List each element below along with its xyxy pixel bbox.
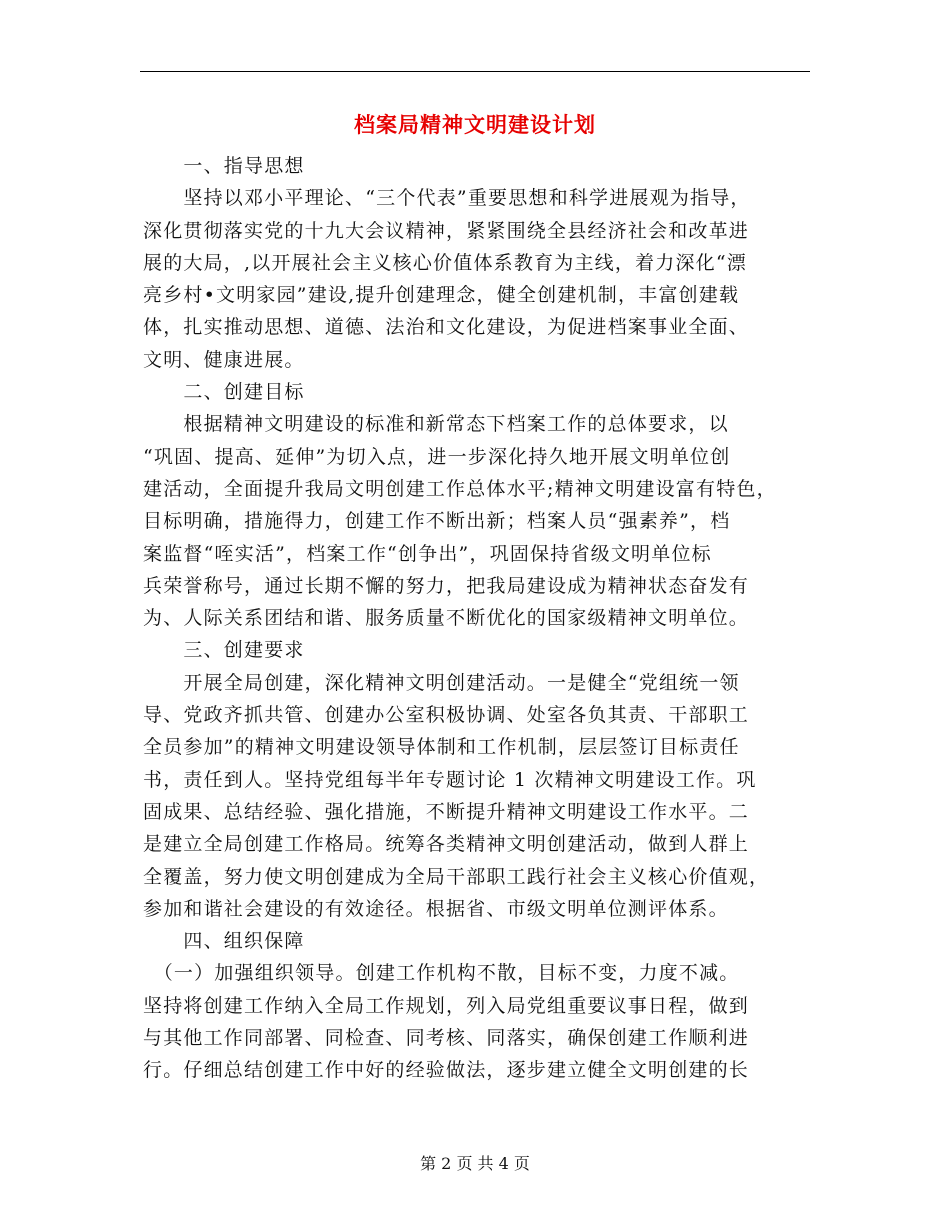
document-title: 档案局精神文明建设计划 — [354, 113, 596, 137]
text-line: 三、创建要求 — [143, 639, 305, 662]
text-line: 开展全局创建，深化精神文明创建活动。一是健全“党组统一领 — [143, 671, 740, 694]
text-line: 全员参加”的精神文明建设领导体制和工作机制，层层签订目标责任 — [143, 736, 740, 759]
page-number-label: 第 2 页 共 4 页 — [420, 1154, 530, 1173]
text-line: 目标明确，措施得力，创建工作不断出新；档案人员“强素养”，档 — [143, 510, 731, 533]
text-line: 参加和谐社会建设的有效途径。根据省、市级文明单位测评体系。 — [143, 897, 729, 920]
text-line: 与其他工作同部署、同检查、同考核、同落实，确保创建工作顺利进 — [143, 1027, 750, 1050]
text-line: 亮乡村•文明家园”建设,提升创建理念，健全创建机制，丰富创建载 — [143, 284, 740, 307]
text-line: （一）加强组织领导。创建工作机构不散，目标不变，力度不减。 — [143, 962, 740, 985]
text-line: 兵荣誉称号，通过长期不懈的努力，把我局建设成为精神状态奋发有 — [143, 574, 750, 597]
text-line: 文明、健康进展。 — [143, 348, 305, 371]
text-line: 坚持以邓小平理论、“三个代表”重要思想和科学进展观为指导， — [143, 187, 751, 210]
text-line: 深化贯彻落实党的十九大会议精神，紧紧围绕全县经济社会和改革进 — [143, 219, 750, 242]
text-line: 案监督“咥实活”，档案工作“创争出”，巩固保持省级文明单位标 — [143, 542, 712, 565]
text-line: 根据精神文明建设的标准和新常态下档案工作的总体要求，以 — [143, 413, 729, 436]
text-line: 导、党政齐抓共管、创建办公室积极协调、处室各负其责、干部职工 — [143, 704, 750, 727]
text-line: 展的大局，,以开展社会主义核心价值体系教育为主线，着力深化“漂 — [143, 251, 747, 274]
text-line: 一、指导思想 — [143, 155, 305, 177]
text-line: 书，责任到人。坚持党组每半年专题讨论 1 次精神文明建设工作。巩 — [143, 768, 757, 791]
page-footer — [0, 1153, 950, 1175]
text-line: 二、创建目标 — [143, 381, 305, 404]
text-line: 四、组织保障 — [143, 930, 305, 953]
text-line: 是建立全局创建工作格局。统筹各类精神文明创建活动，做到人群上 — [143, 833, 750, 856]
text-line: 体，扎实推动思想、道德、法治和文化建设，为促进档案事业全面、 — [143, 316, 750, 339]
document-body — [143, 150, 813, 1087]
header-rule — [140, 71, 810, 72]
text-line: 全覆盖，努力使文明创建成为全局干部职工践行社会主义核心价值观， — [143, 865, 770, 888]
text-line: 建活动，全面提升我局文明创建工作总体水平;精神文明建设富有特色， — [143, 477, 777, 500]
text-line: 坚持将创建工作纳入全局工作规划，列入局党组重要议事日程，做到 — [143, 994, 750, 1017]
text-line: 行。仔细总结创建工作中好的经验做法，逐步建立健全文明创建的长 — [143, 1059, 750, 1082]
text-line: “巩固、提高、延伸”为切入点，进一步深化持久地开展文明单位创 — [143, 445, 731, 468]
text-line: 为、人际关系团结和谐、服务质量不断优化的国家级精神文明单位。 — [143, 607, 750, 630]
text-line: 固成果、总结经验、强化措施，不断提升精神文明建设工作水平。二 — [143, 800, 750, 823]
